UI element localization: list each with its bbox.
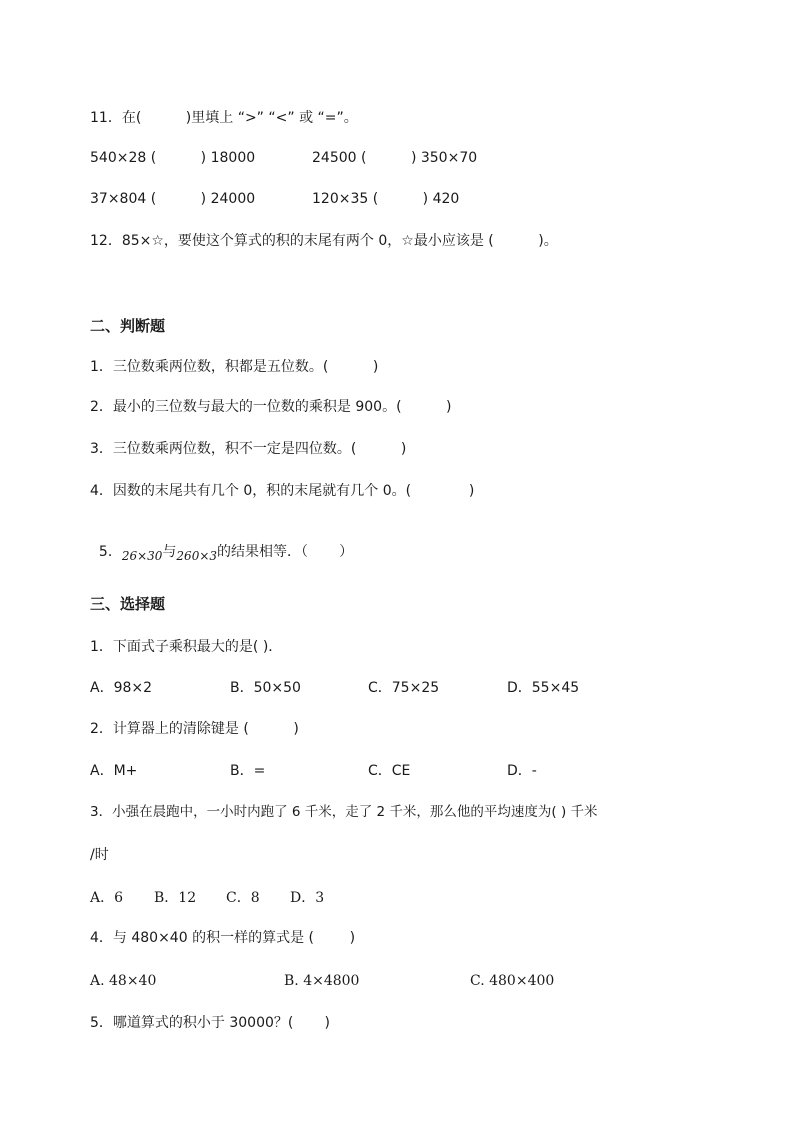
q12-text: 12．85×☆，要使这个算式的积的末尾有两个 0，☆最小应该是 ( )。 <box>90 233 558 249</box>
q11-title: 11．在( )里填上 “>” “<” 或 “=”。 <box>90 110 358 126</box>
judge-item-1: 1．三位数乘两位数，积都是五位数。( ) <box>90 359 379 375</box>
choice-q5-stem: 5．哪道算式的积小于 30000？( ) <box>90 1015 330 1031</box>
choice-q2-option-b: B．= <box>230 763 266 779</box>
q11-row1-right: 24500 ( ) 350×70 <box>312 150 478 166</box>
section2-heading: 二、判断题 <box>90 317 166 335</box>
q11-row2-right: 120×35 ( ) 420 <box>312 191 460 207</box>
judge-item-2: 2．最小的三位数与最大的一位数的乘积是 900。( ) <box>90 399 452 415</box>
choice-q1-option-d: D．55×45 <box>507 680 580 696</box>
choice-q1-stem: 1．下面式子乘积最大的是( )． <box>90 639 283 655</box>
choice-q4-stem: 4．与 480×40 的积一样的算式是 ( ) <box>90 930 356 946</box>
choice-q3-option-d: D．3 <box>290 890 325 906</box>
section3-heading: 三、选择题 <box>90 595 166 613</box>
choice-q3-option-a: A．6 <box>90 890 124 906</box>
choice-q1-option-b: B．50×50 <box>230 680 301 696</box>
choice-q1-option-a: A．98×2 <box>90 680 153 696</box>
choice-q2-option-d: D．- <box>507 763 537 779</box>
choice-q3-stem-line2: /时 <box>90 847 109 863</box>
q11-row2-left: 37×804 ( ) 24000 <box>90 191 256 207</box>
judge-item-5-mid: 与 <box>162 544 177 560</box>
choice-q3-option-b: B．12 <box>154 890 197 906</box>
choice-q4-option-c: C. 480×400 <box>470 973 555 989</box>
judge-item-5 <box>90 522 353 562</box>
choice-q2-option-a: A．M+ <box>90 763 138 779</box>
judge-item-4: 4．因数的末尾共有几个 0，积的末尾就有几个 0。( ) <box>90 483 475 499</box>
choice-q4-option-b: B. 4×4800 <box>284 973 360 989</box>
q11-row1-left: 540×28 ( ) 18000 <box>90 150 256 166</box>
choice-q3-option-c: C．8 <box>226 890 260 906</box>
judge-item-5-expr1: 26×30 <box>121 549 163 563</box>
choice-q2-option-c: C．CE <box>368 763 411 779</box>
judge-item-5-prefix: 5． <box>98 544 122 560</box>
choice-q4-option-a: A. 48×40 <box>90 973 157 989</box>
judge-item-5-expr2: 260×3 <box>176 549 218 563</box>
choice-q3-stem-line1: 3．小强在晨跑中，一小时内跑了 6 千米，走了 2 千米，那么他的平均速度为( ) 千米 <box>90 804 598 820</box>
judge-item-3: 3．三位数乘两位数，积不一定是四位数。( ) <box>90 441 407 457</box>
judge-item-5-suffix: 的结果相等．（ ） <box>217 544 354 560</box>
choice-q2-stem: 2．计算器上的清除键是 ( ) <box>90 721 299 737</box>
choice-q1-option-c: C．75×25 <box>368 680 440 696</box>
